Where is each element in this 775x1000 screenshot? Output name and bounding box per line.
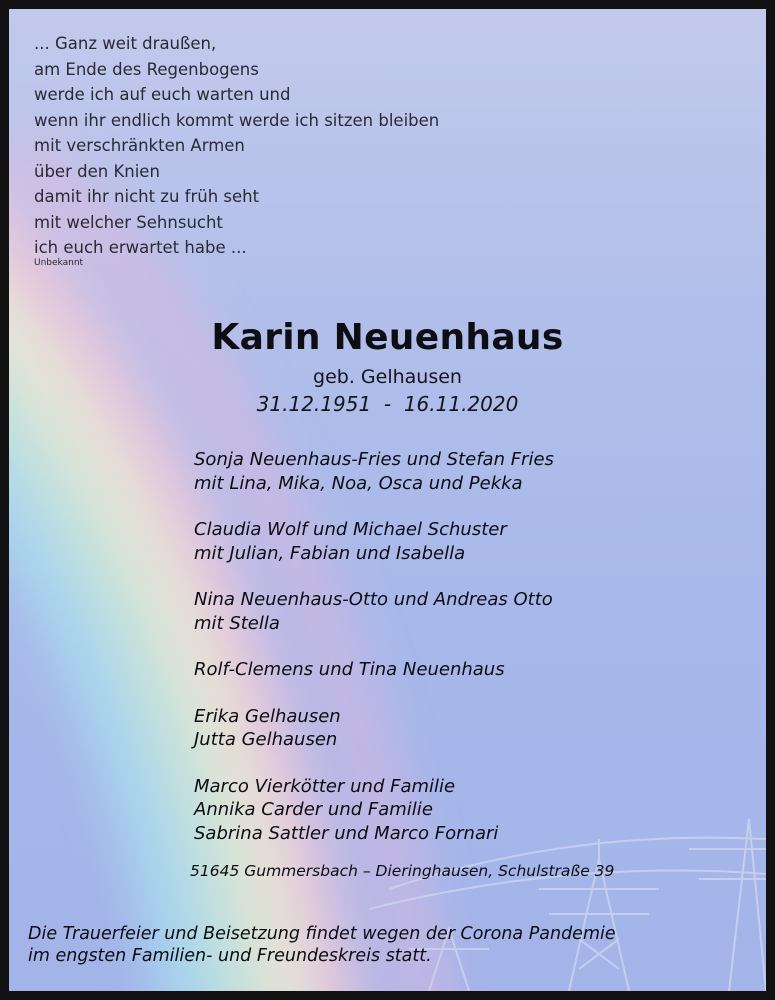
mourner-line: Sonja Neuenhaus-Fries und Stefan Fries (194, 449, 554, 470)
mourner-line: Marco Vierkötter und Familie (194, 775, 456, 797)
poem-line: damit ihr nicht zu früh seht (34, 187, 260, 206)
poem-line: ich euch erwartet habe ... (34, 238, 247, 257)
mourner-line: Rolf-Clemens und Tina Neuenhaus (194, 659, 505, 680)
obituary-card (9, 9, 766, 991)
notice-line: Die Trauerfeier und Beisetzung findet wegen der Corona Pandemie (28, 924, 616, 944)
poem (34, 31, 439, 261)
funeral-notice (28, 923, 616, 967)
poem-line: am Ende des Regenbogens (34, 59, 259, 79)
mourner-line: Erika Gelhausen (194, 705, 341, 727)
mourner-line: mit Stella (194, 612, 280, 634)
poem-author: Unbekannt (34, 258, 84, 268)
mourner-line: mit Lina, Mika, Noa, Osca und Pekka (194, 472, 523, 494)
life-dates: 31.12.1951 - 16.11.2020 (256, 392, 519, 416)
mourner-line: Nina Neuenhaus-Otto und Andreas Otto (194, 589, 553, 610)
poem-line: über den Knien (34, 161, 160, 181)
deceased-name: Karin Neuenhaus (211, 317, 564, 358)
poem-line: ... Ganz weit draußen, (34, 34, 217, 53)
poem-line: mit welcher Sehnsucht (34, 212, 223, 232)
family-address: 51645 Gummersbach – Dieringhausen, Schulstraße 39 (190, 862, 615, 880)
poem-line: werde ich auf euch warten und (34, 85, 291, 104)
poem-line: mit verschränkten Armen (34, 136, 245, 155)
poem-line: wenn ihr endlich kommt werde ich sitzen bleiben (34, 110, 440, 130)
mourner-line: Sabrina Sattler und Marco Fornari (194, 822, 499, 844)
mourner-line: Jutta Gelhausen (194, 729, 338, 750)
mourner-line: Claudia Wolf und Michael Schuster (194, 519, 507, 540)
mourner-line: mit Julian, Fabian und Isabella (194, 542, 466, 564)
maiden-name: geb. Gelhausen (313, 366, 462, 388)
mourner-line: Annika Carder und Familie (194, 799, 433, 820)
notice-line: im engsten Familien- und Freundeskreis statt. (28, 946, 432, 966)
mourners-list (194, 448, 554, 845)
